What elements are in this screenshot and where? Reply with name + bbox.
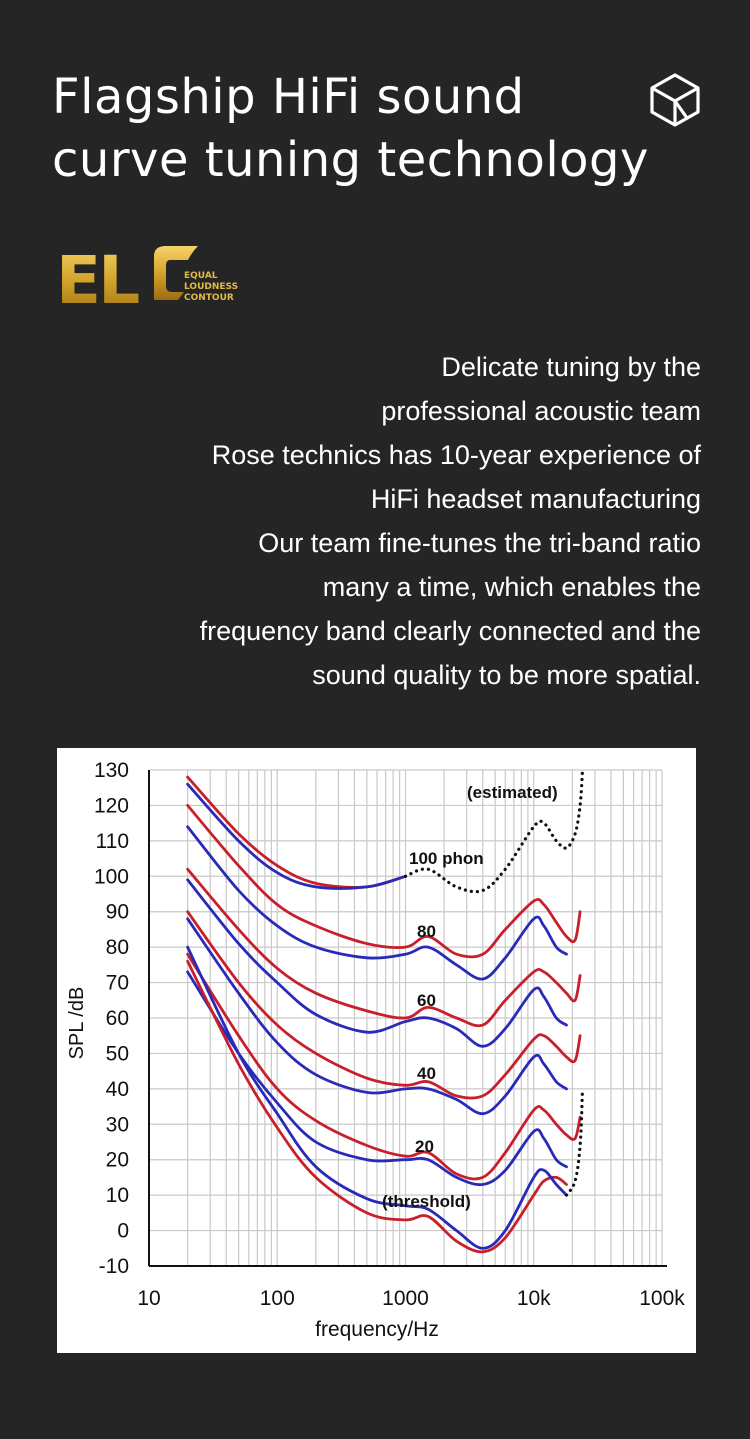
page-headline xyxy=(52,66,652,192)
x-tick-label: 10k xyxy=(516,1287,551,1310)
y-tick-label: 50 xyxy=(105,1042,129,1066)
logo-letters: EL xyxy=(56,242,138,308)
logo-tagline-2: LOUDNESS xyxy=(184,282,239,292)
red-curve-100 xyxy=(188,777,406,887)
y-tick-label: 20 xyxy=(105,1148,129,1172)
annotation-20: 20 xyxy=(415,1137,434,1156)
x-tick-label: 100 xyxy=(259,1287,295,1310)
y-tick-label: 30 xyxy=(105,1113,129,1137)
y-tick-label: 80 xyxy=(105,936,129,960)
y-tick-label: 70 xyxy=(105,971,129,995)
annotation-estimated: (estimated) xyxy=(467,783,558,802)
blue-curve-100 xyxy=(188,784,406,888)
headline-line-1: Flagship HiFi sound xyxy=(52,69,525,125)
description-line: HiFi headset manufacturing xyxy=(370,484,701,514)
logo-tagline-3: CONTOUR xyxy=(184,293,234,303)
description-line: Delicate tuning by the xyxy=(441,352,701,382)
chart-svg xyxy=(57,748,696,1353)
annotation-80: 80 xyxy=(417,922,436,941)
headline-line-2: curve tuning technology xyxy=(52,132,649,188)
chart-ticks xyxy=(94,759,685,1310)
description-line: Our team fine-tunes the tri-band ratio xyxy=(258,528,701,558)
dotted-curve-threshold xyxy=(567,1089,583,1195)
y-tick-label: 0 xyxy=(117,1219,129,1243)
y-tick-label: 90 xyxy=(105,900,129,924)
description-line: sound quality to be more spatial. xyxy=(312,660,701,690)
description-line: Rose technics has 10-year experience of xyxy=(211,440,701,470)
logo-tagline-1: EQUAL xyxy=(184,271,218,281)
annotation-100-phon: 100 phon xyxy=(409,849,484,868)
description-line: frequency band clearly connected and the xyxy=(199,616,701,646)
annotation-threshold: (threshold) xyxy=(382,1192,471,1211)
y-tick-label: 10 xyxy=(105,1184,129,1208)
y-tick-label: 120 xyxy=(93,794,129,818)
y-tick-label: 100 xyxy=(93,865,129,889)
x-axis-label: frequency/Hz xyxy=(315,1318,439,1341)
annotation-40: 40 xyxy=(417,1064,436,1083)
y-tick-label: 110 xyxy=(95,829,129,853)
x-tick-label: 1000 xyxy=(382,1287,429,1310)
y-tick-label: -10 xyxy=(98,1255,129,1278)
annotation-60: 60 xyxy=(417,991,436,1010)
y-tick-label: 130 xyxy=(93,759,129,782)
description-line: many a time, which enables the xyxy=(322,572,701,602)
loudness-contour-chart xyxy=(57,748,696,1353)
y-tick-label: 40 xyxy=(105,1077,129,1101)
cube-logo-icon xyxy=(648,72,702,128)
y-tick-label: 60 xyxy=(105,1007,129,1030)
x-tick-label: 100k xyxy=(639,1287,685,1310)
description-text xyxy=(61,345,701,697)
description-line: professional acoustic team xyxy=(381,396,701,426)
elc-logo xyxy=(56,242,246,308)
x-tick-label: 10 xyxy=(137,1287,161,1310)
y-axis-label: SPL /dB xyxy=(66,986,88,1060)
